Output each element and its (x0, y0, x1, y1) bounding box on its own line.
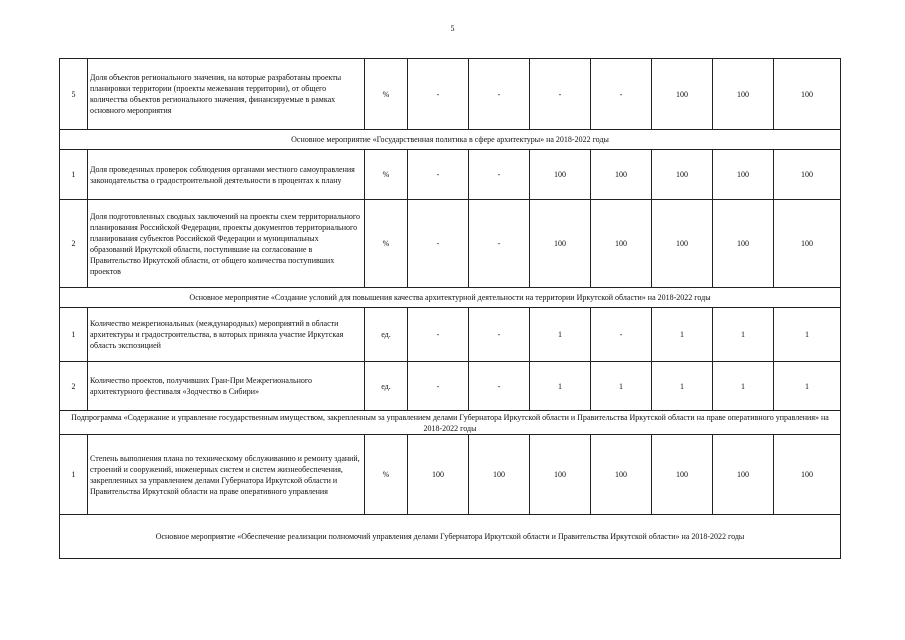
value-cell: - (469, 59, 530, 130)
value-cell: - (408, 150, 469, 200)
value-cell: 1 (713, 308, 774, 362)
value-cell: 100 (652, 200, 713, 288)
unit-cell: % (365, 59, 408, 130)
value-cell: 1 (591, 362, 652, 411)
value-cell: - (469, 308, 530, 362)
section-title-cell: Основное мероприятие «Государственная политика в сфере архитектуры» на 2018-2022 годы (60, 130, 841, 150)
value-cell: 100 (774, 200, 841, 288)
value-cell: - (469, 362, 530, 411)
value-cell: 100 (530, 150, 591, 200)
value-cell: 100 (591, 435, 652, 515)
table-row (60, 308, 841, 362)
value-cell: 100 (591, 150, 652, 200)
section-row (60, 411, 841, 435)
indicators-table-container (59, 58, 835, 559)
value-cell: 1 (774, 308, 841, 362)
value-cell: 100 (774, 59, 841, 130)
row-number-cell: 1 (60, 435, 88, 515)
table-row (60, 435, 841, 515)
row-number-cell: 5 (60, 59, 88, 130)
value-cell: 100 (408, 435, 469, 515)
section-row (60, 515, 841, 559)
table-row (60, 362, 841, 411)
value-cell: - (408, 59, 469, 130)
value-cell: 100 (530, 200, 591, 288)
page-number: 5 (450, 24, 455, 33)
value-cell: - (469, 200, 530, 288)
value-cell: 100 (774, 435, 841, 515)
indicators-table (59, 58, 841, 559)
section-row (60, 130, 841, 150)
unit-cell: ед. (365, 362, 408, 411)
value-cell: 1 (530, 308, 591, 362)
unit-cell: ед. (365, 308, 408, 362)
value-cell: - (408, 362, 469, 411)
row-number-cell: 2 (60, 362, 88, 411)
value-cell: 100 (713, 59, 774, 130)
value-cell: 100 (591, 200, 652, 288)
unit-cell: % (365, 200, 408, 288)
value-cell: 100 (713, 200, 774, 288)
section-title-cell: Основное мероприятие «Создание условий для повышения качества архитектурной деятельности на территории Иркутской области» на 2018-2022 годы (60, 288, 841, 308)
value-cell: - (408, 308, 469, 362)
value-cell: 100 (713, 435, 774, 515)
section-title-cell: Основное мероприятие «Обеспечение реализации полномочий управления делами Губернатора Иркутской области и Правительства Иркутской области» на 2018-2022 годы (60, 515, 841, 559)
value-cell: 100 (469, 435, 530, 515)
value-cell: 1 (713, 362, 774, 411)
value-cell: 1 (774, 362, 841, 411)
row-number-cell: 1 (60, 308, 88, 362)
indicator-description-cell: Доля подготовленных сводных заключений на проекты схем территориального планирования Российской Федерации, проекты документов территориального планирования субъектов Российской Федерации и муниципальных образований Иркутской области, поступившие на согласование в Правительство Иркутской области, от общего количества поступивших проектов (88, 200, 365, 288)
indicator-description-cell: Степень выполнения плана по техническому обслуживанию и ремонту зданий, строений и сооружений, инженерных систем и систем жизнеобеспечения, закрепленных за управлением делами Губернатора Иркутской области и Правительства Иркутской области на праве оперативного управления (88, 435, 365, 515)
value-cell: - (530, 59, 591, 130)
value-cell: 100 (530, 435, 591, 515)
unit-cell: % (365, 435, 408, 515)
value-cell: 100 (652, 150, 713, 200)
indicator-description-cell: Доля проведенных проверок соблюдения органами местного самоуправления законодательства о градостроительной деятельности в процентах к плану (88, 150, 365, 200)
indicator-description-cell: Доля объектов регионального значения, на которые разработаны проекты планировки территории (проекты межевания территории), от общего количества объектов регионального значения, финансируемые в рамках основного мероприятия (88, 59, 365, 130)
value-cell: - (408, 200, 469, 288)
value-cell: 1 (652, 362, 713, 411)
section-title-cell: Подпрограмма «Содержание и управление государственным имуществом, закрепленным за управлением делами Губернатора Иркутской области и Правительства Иркутской области на праве оперативного управления» на 2018-2022 годы (60, 411, 841, 435)
row-number-cell: 1 (60, 150, 88, 200)
unit-cell: % (365, 150, 408, 200)
indicator-description-cell: Количество межрегиональных (международных) мероприятий в области архитектуры и градостроительства, в которых приняла участие Иркутская область экспозицией (88, 308, 365, 362)
value-cell: 100 (713, 150, 774, 200)
indicator-description-cell: Количество проектов, получивших Гран-При Межрегионального архитектурного фестиваля «Зодчество в Сибири» (88, 362, 365, 411)
table-row (60, 200, 841, 288)
value-cell: 1 (652, 308, 713, 362)
value-cell: - (591, 308, 652, 362)
value-cell: - (469, 150, 530, 200)
value-cell: 100 (652, 435, 713, 515)
value-cell: 100 (652, 59, 713, 130)
section-row (60, 288, 841, 308)
value-cell: - (591, 59, 652, 130)
table-row (60, 150, 841, 200)
row-number-cell: 2 (60, 200, 88, 288)
table-row (60, 59, 841, 130)
value-cell: 1 (530, 362, 591, 411)
value-cell: 100 (774, 150, 841, 200)
